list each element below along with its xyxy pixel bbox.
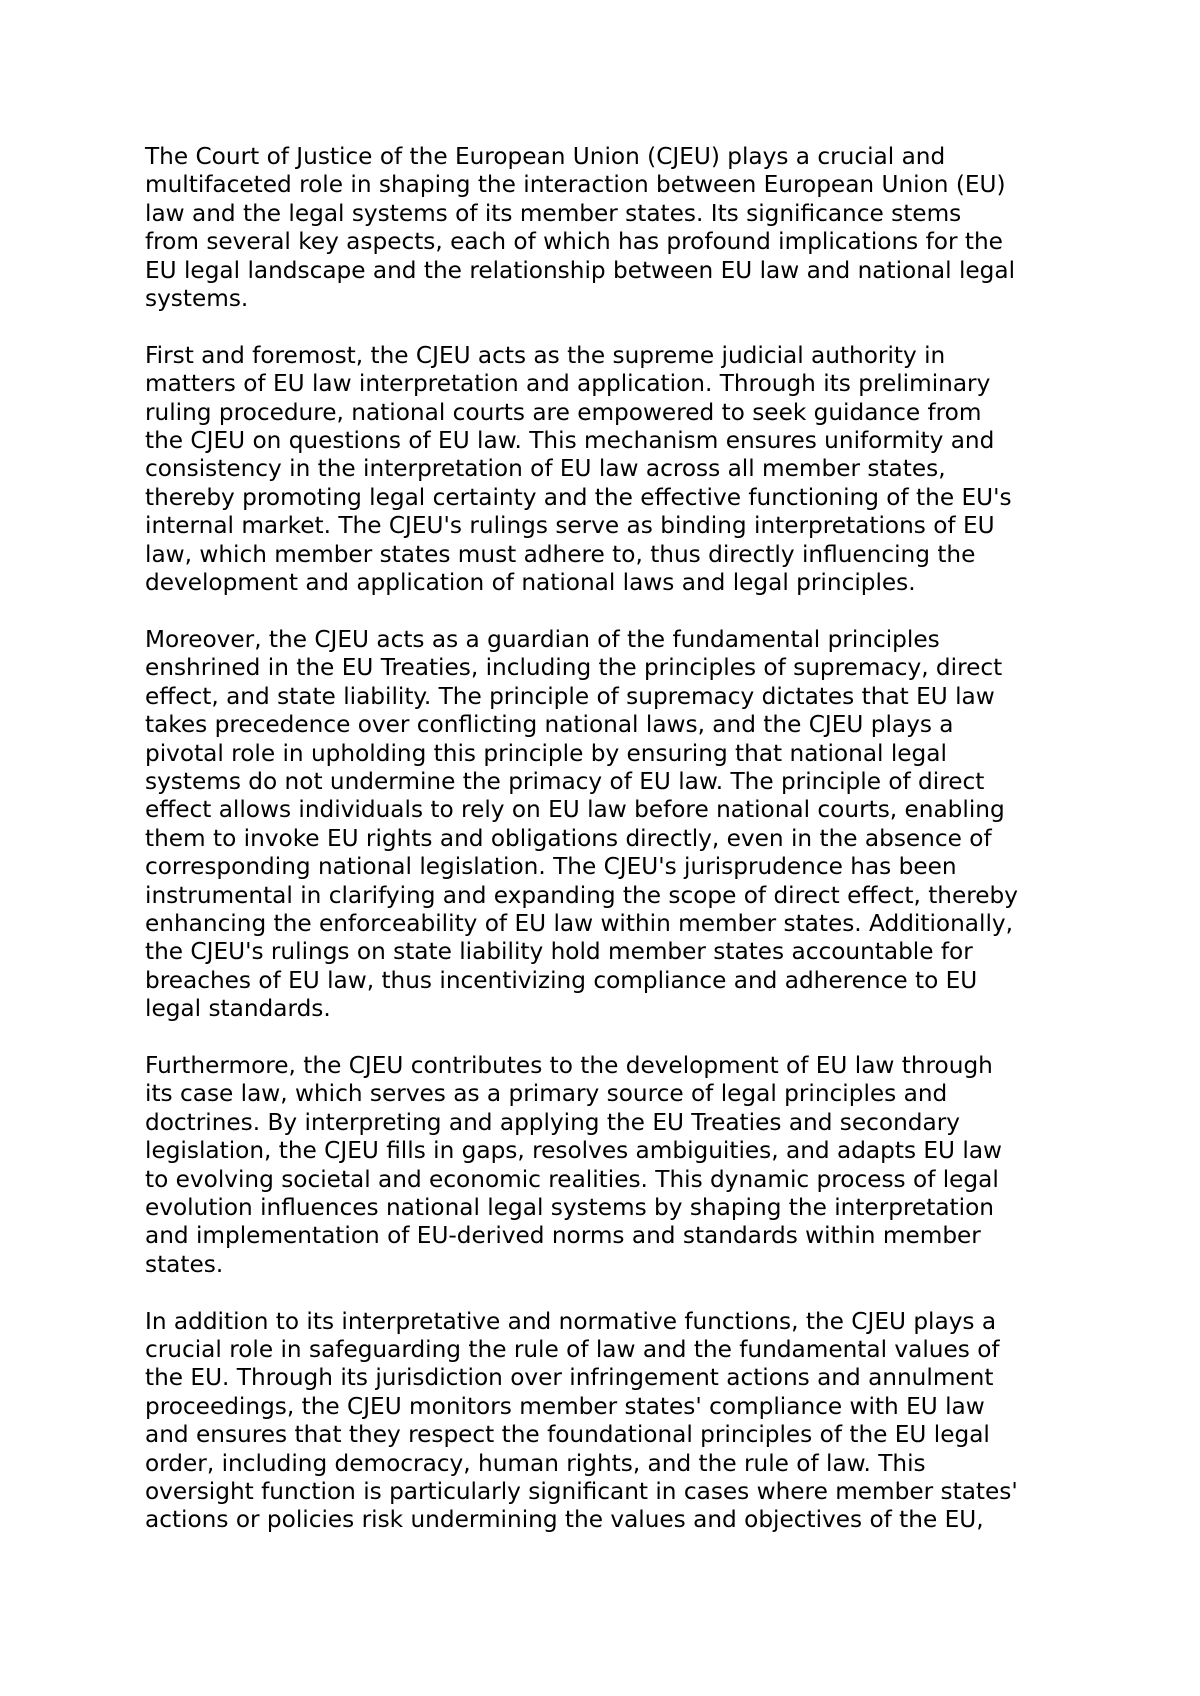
text-line: from several key aspects, each of which has profound implications for the [145, 228, 1003, 256]
text-line: its case law, which serves as a primary source of legal principles and [145, 1080, 948, 1108]
text-line: to evolving societal and economic realities. This dynamic process of legal [145, 1165, 999, 1193]
text-line: the EU. Through its jurisdiction over infringement actions and annulment [145, 1364, 994, 1392]
text-line: evolution influences national legal systems by shaping the interpretation [145, 1193, 994, 1221]
text-line: The Court of Justice of the European Union (CJEU) plays a crucial and [145, 143, 946, 170]
text-line: In addition to its interpretative and normative functions, the CJEU plays a [145, 1307, 997, 1335]
text-line: oversight function is particularly significant in cases where member states' [145, 1478, 1018, 1506]
text-line: breaches of EU law, thus incentivizing compliance and adherence to EU [145, 966, 978, 994]
text-line: effect allows individuals to rely on EU law before national courts, enabling [145, 796, 1005, 824]
paragraph-3 [145, 626, 1085, 1024]
text-line: development and application of national laws and legal principles. [145, 569, 916, 597]
text-line: internal market. The CJEU's rulings serve as binding interpretations of EU [145, 512, 995, 540]
text-line: proceedings, the CJEU monitors member states' compliance with EU law [145, 1392, 985, 1420]
text-line: systems do not undermine the primacy of EU law. The principle of direct [145, 767, 985, 795]
paragraph-1 [145, 143, 1085, 313]
text-line: legislation, the CJEU fills in gaps, resolves ambiguities, and adapts EU law [145, 1137, 1002, 1165]
text-line: corresponding national legislation. The CJEU's jurisprudence has been [145, 853, 957, 881]
text-line: takes precedence over conflicting national laws, and the CJEU plays a [145, 711, 954, 739]
paragraph-2 [145, 342, 1085, 598]
text-line: thereby promoting legal certainty and the effective functioning of the EU's [145, 483, 1012, 511]
text-line: actions or policies risk undermining the values and objectives of the EU, [145, 1506, 984, 1534]
text-line: systems. [145, 285, 249, 313]
text-line: law, which member states must adhere to, thus directly influencing the [145, 540, 976, 568]
text-line: Moreover, the CJEU acts as a guardian of the fundamental principles [145, 625, 940, 653]
text-line: and implementation of EU-derived norms and standards within member [145, 1222, 981, 1250]
text-line: pivotal role in upholding this principle by ensuring that national legal [145, 739, 947, 767]
text-line: them to invoke EU rights and obligations directly, even in the absence of [145, 824, 992, 852]
document-body [145, 143, 1085, 1563]
paragraph-4 [145, 1052, 1085, 1279]
text-line: the CJEU's rulings on state liability hold member states accountable for [145, 938, 973, 966]
text-line: enhancing the enforceability of EU law within member states. Additionally, [145, 909, 1013, 937]
text-line: instrumental in clarifying and expanding the scope of direct effect, thereby [145, 881, 1018, 909]
text-line: law and the legal systems of its member states. Its significance stems [145, 199, 962, 227]
text-line: the CJEU on questions of EU law. This mechanism ensures uniformity and [145, 427, 995, 455]
text-line: and ensures that they respect the foundational principles of the EU legal [145, 1421, 990, 1449]
text-line: multifaceted role in shaping the interaction between European Union (EU) [145, 171, 1006, 199]
text-line: ruling procedure, national courts are empowered to seek guidance from [145, 398, 982, 426]
text-line: consistency in the interpretation of EU law across all member states, [145, 455, 946, 483]
text-line: EU legal landscape and the relationship between EU law and national legal [145, 256, 1016, 284]
text-line: Furthermore, the CJEU contributes to the development of EU law through [145, 1051, 993, 1079]
text-line: legal standards. [145, 995, 331, 1023]
text-line: matters of EU law interpretation and application. Through its preliminary [145, 370, 991, 398]
text-line: doctrines. By interpreting and applying the EU Treaties and secondary [145, 1108, 960, 1136]
text-line: enshrined in the EU Treaties, including the principles of supremacy, direct [145, 654, 1003, 682]
text-line: crucial role in safeguarding the rule of law and the fundamental values of [145, 1336, 1000, 1363]
text-line: First and foremost, the CJEU acts as the supreme judicial authority in [145, 341, 946, 369]
text-line: effect, and state liability. The principle of supremacy dictates that EU law [145, 682, 995, 710]
paragraph-5 [145, 1308, 1085, 1535]
text-line: order, including democracy, human rights, and the rule of law. This [145, 1449, 926, 1477]
text-line: states. [145, 1250, 224, 1278]
